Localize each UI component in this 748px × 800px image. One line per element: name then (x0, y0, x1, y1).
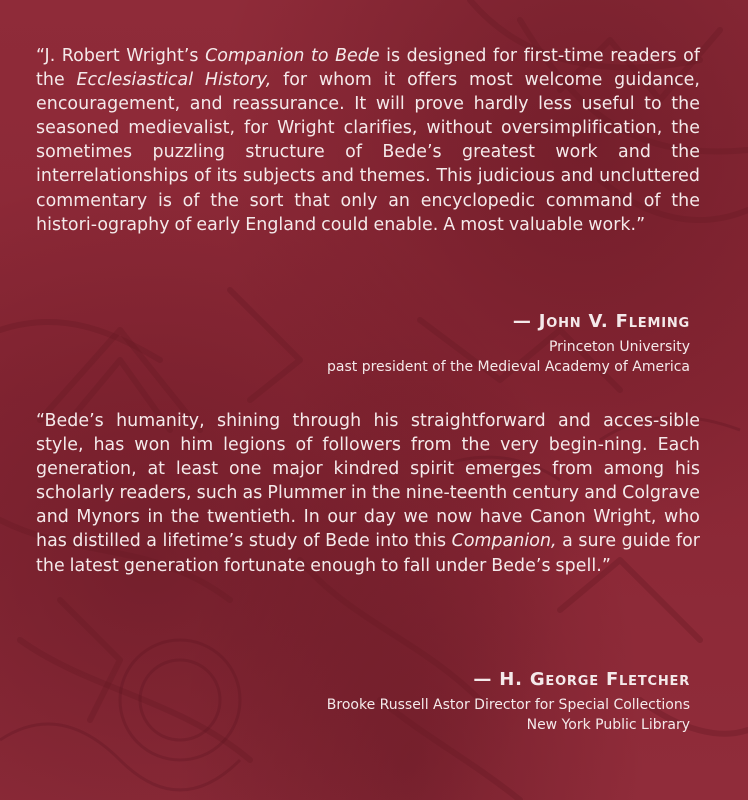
endorser-affiliation: New York Public Library (526, 717, 690, 733)
endorsement-quote-fleming (36, 44, 700, 237)
quote-text: a sure guide for the latest generation fortunate enough to fall under Bede’s spell.” (36, 531, 700, 576)
attribution-fletcher (327, 667, 690, 735)
endorsement-quote-fletcher (36, 409, 700, 578)
quote-text: “J. Robert Wright’s (36, 46, 206, 66)
quote-text: “Bede’s humanity, shining through his straightforward and acces-sible style, has won him legions of followers from the very begin-ning. Each generation, at least one major kindred spirit emerges from among his scholarly readers, such as Plummer in the nine-teenth century and Colgrave and Mynors in the twentieth. In our day we now have Canon Wright, who has distilled a lifetime’s study of Bede into this (36, 411, 700, 552)
endorser-name: — John V. Fleming (512, 311, 690, 332)
book-title: Ecclesiastical History, (76, 70, 272, 91)
book-title: Companion to Bede (205, 46, 380, 66)
endorser-affiliation: Princeton University (548, 339, 690, 355)
attribution-fleming (327, 309, 690, 377)
quote-text: is designed for first-time readers of the (36, 46, 700, 91)
endorser-role: Brooke Russell Astor Director for Special Collections (326, 697, 690, 713)
quote-text: for whom it offers most welcome guidance, encouragement, and reassurance. It will prove hardly less useful to the seasoned medievalist, for Wright clarifies, without oversimplification, the sometimes puzzling structure of Bede’s greatest work and the interrelationships of its subjects and themes. This judicious and uncluttered commentary is of the sort that only an encyclopedic command of the histori-ography of early England could enable. A most valuable work.” (36, 70, 701, 235)
book-title: Companion, (451, 531, 557, 552)
endorser-name: — H. George Fletcher (473, 669, 690, 690)
endorser-role: past president of the Medieval Academy of America (327, 359, 690, 375)
